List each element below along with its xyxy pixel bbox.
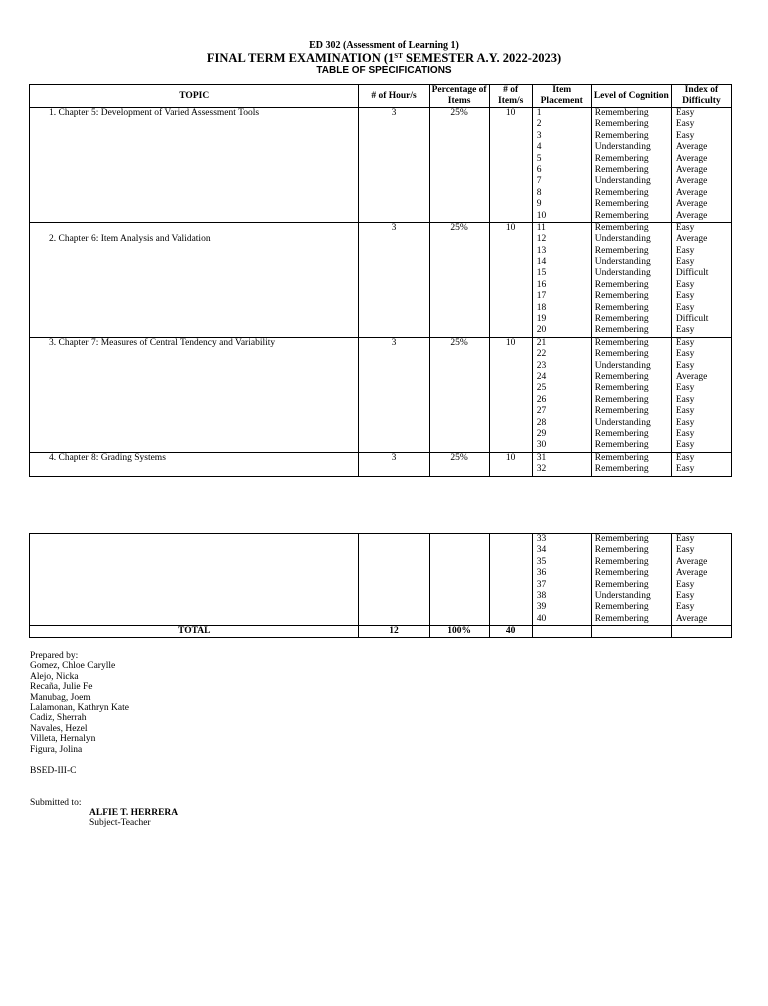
list-item: Easy xyxy=(675,291,695,302)
list-item: Easy xyxy=(675,108,695,118)
list-item: Remembering xyxy=(594,440,649,451)
prepared-by-block xyxy=(30,651,129,755)
list-item: 33 xyxy=(536,534,547,544)
list-item: Easy xyxy=(675,130,695,141)
list-item: 19 xyxy=(536,314,547,325)
topic-label: 2. Chapter 6: Item Analysis and Validation xyxy=(49,234,211,245)
exam-title: FINAL TERM EXAMINATION (1ST SEMESTER A.Y. 2022-2023) xyxy=(206,51,562,65)
list-item: Average xyxy=(675,568,708,579)
list-item: 12 xyxy=(536,234,547,245)
num-items-cell: 10 xyxy=(489,222,532,337)
list-item: Easy xyxy=(675,383,695,394)
list-item: Average xyxy=(675,210,708,221)
teacher-block xyxy=(89,808,178,829)
list-item: 9 xyxy=(536,199,542,210)
list-item: 40 xyxy=(536,613,547,624)
topic-cell xyxy=(30,222,359,337)
list-item: Remembering xyxy=(594,568,649,579)
hours-cell: 3 xyxy=(359,452,429,476)
list-item: Easy xyxy=(675,394,695,405)
list-item: 38 xyxy=(536,590,547,601)
header-num-items: # of Item/s xyxy=(489,85,532,108)
list-item: 24 xyxy=(536,371,547,382)
list-item: Average xyxy=(675,164,708,175)
list-item: Average xyxy=(675,556,708,567)
list-item: Easy xyxy=(675,464,695,475)
list-item: Average xyxy=(675,142,708,153)
list-item: Remembering xyxy=(594,291,649,302)
list-item: Average xyxy=(675,613,708,624)
list-item: 23 xyxy=(536,360,547,371)
list-item: Average xyxy=(675,187,708,198)
level-cell xyxy=(591,534,671,626)
total-row xyxy=(30,626,732,638)
placement-cell xyxy=(532,337,591,452)
preparer-name: Navales, Hezel xyxy=(30,723,88,734)
list-item: 39 xyxy=(536,602,547,613)
header-placement: Item Placement xyxy=(532,85,591,108)
specification-table-continued xyxy=(29,533,732,638)
level-cell xyxy=(591,222,671,337)
list-item: Understanding xyxy=(594,417,651,428)
preparer-name: Manubag, Joem xyxy=(30,692,91,703)
list-item: 17 xyxy=(536,291,547,302)
num-items-cell xyxy=(489,534,532,626)
list-item: Remembering xyxy=(594,222,649,233)
list-item: Remembering xyxy=(594,187,649,198)
list-item: Understanding xyxy=(594,360,651,371)
list-item: Remembering xyxy=(594,108,649,118)
header-topic: TOPIC xyxy=(30,85,359,108)
list-item: Remembering xyxy=(594,602,649,613)
difficulty-cell xyxy=(671,452,731,476)
list-item: Easy xyxy=(675,257,695,268)
list-item: Remembering xyxy=(594,428,649,439)
list-item: Remembering xyxy=(594,130,649,141)
list-item: Easy xyxy=(675,222,695,233)
preparer-name: Cadiz, Sherrah xyxy=(30,713,87,724)
list-item: Easy xyxy=(675,440,695,451)
list-item: 6 xyxy=(536,164,542,175)
header-percentage: Percentage of Items xyxy=(429,85,489,108)
list-item: 16 xyxy=(536,279,547,290)
list-item: 8 xyxy=(536,187,542,198)
table-row xyxy=(30,452,732,476)
list-item: 31 xyxy=(536,452,547,463)
list-item: Remembering xyxy=(594,337,649,348)
list-item: 32 xyxy=(536,464,547,475)
list-item: 30 xyxy=(536,440,547,451)
list-item: Easy xyxy=(675,360,695,371)
list-item: Remembering xyxy=(594,153,649,164)
placement-cell xyxy=(532,452,591,476)
list-item: Understanding xyxy=(594,176,651,187)
topic-label: 3. Chapter 7: Measures of Central Tendency and Variability xyxy=(49,337,276,348)
list-item: Remembering xyxy=(594,245,649,256)
list-item: 28 xyxy=(536,417,547,428)
list-item: Average xyxy=(675,199,708,210)
preparer-name: Recaña, Julie Fe xyxy=(30,682,93,693)
table-row xyxy=(30,337,732,452)
list-item: Easy xyxy=(675,602,695,613)
total-difficulty xyxy=(671,626,731,638)
preparer-name: Gomez, Chloe Carylle xyxy=(30,661,116,672)
list-item: Remembering xyxy=(594,545,649,556)
list-item: Remembering xyxy=(594,534,649,544)
list-item: Easy xyxy=(675,302,695,313)
hours-cell: 3 xyxy=(359,222,429,337)
list-item: Remembering xyxy=(594,349,649,360)
topic-label: 4. Chapter 8: Grading Systems xyxy=(49,452,166,463)
list-item: 4 xyxy=(536,142,542,153)
section-label: BSED-III-C xyxy=(30,766,77,776)
list-item: Remembering xyxy=(594,613,649,624)
list-item: Easy xyxy=(675,349,695,360)
list-item: Easy xyxy=(675,245,695,256)
list-item: Understanding xyxy=(594,590,651,601)
topic-cell xyxy=(30,337,359,452)
hours-cell: 3 xyxy=(359,108,429,223)
preparer-name: Figura, Jolina xyxy=(30,744,83,755)
list-item: Easy xyxy=(675,545,695,556)
list-item: 22 xyxy=(536,349,547,360)
table-row xyxy=(30,534,732,626)
list-item: 10 xyxy=(536,210,547,221)
list-item: Remembering xyxy=(594,556,649,567)
list-item: Remembering xyxy=(594,579,649,590)
table-subtitle: TABLE OF SPECIFICATIONS xyxy=(316,65,452,76)
list-item: 29 xyxy=(536,428,547,439)
list-item: Remembering xyxy=(594,452,649,463)
list-item: Easy xyxy=(675,417,695,428)
list-item: 5 xyxy=(536,153,542,164)
list-item: Easy xyxy=(675,325,695,336)
topic-cell xyxy=(30,108,359,223)
list-item: Understanding xyxy=(594,268,651,279)
hours-cell: 3 xyxy=(359,337,429,452)
num-items-cell: 10 xyxy=(489,452,532,476)
list-item: Average xyxy=(675,176,708,187)
list-item: 21 xyxy=(536,337,547,348)
list-item: 34 xyxy=(536,545,547,556)
preparer-name: Lalamonan, Kathryn Kate xyxy=(30,703,129,714)
list-item: Easy xyxy=(675,590,695,601)
placement-cell xyxy=(532,534,591,626)
teacher-name: ALFIE T. HERRERA xyxy=(89,808,179,818)
list-item: Remembering xyxy=(594,406,649,417)
list-item: 27 xyxy=(536,406,547,417)
list-item: Remembering xyxy=(594,302,649,313)
list-item: Easy xyxy=(675,119,695,130)
list-item: Easy xyxy=(675,452,695,463)
list-item: Remembering xyxy=(594,371,649,382)
list-item: Average xyxy=(675,153,708,164)
total-placement xyxy=(532,626,591,638)
placement-cell xyxy=(532,222,591,337)
difficulty-cell xyxy=(671,337,731,452)
header-hours: # of Hour/s xyxy=(359,85,429,108)
list-item: 25 xyxy=(536,383,547,394)
list-item: 20 xyxy=(536,325,547,336)
total-label: TOTAL xyxy=(30,626,359,638)
difficulty-cell xyxy=(671,108,731,223)
total-level xyxy=(591,626,671,638)
difficulty-cell xyxy=(671,222,731,337)
percentage-cell: 25% xyxy=(429,222,489,337)
list-item: Remembering xyxy=(594,164,649,175)
list-item: Remembering xyxy=(594,119,649,130)
list-item: 26 xyxy=(536,394,547,405)
preparer-names xyxy=(30,661,129,755)
num-items-cell: 10 xyxy=(489,108,532,223)
list-item: 15 xyxy=(536,268,547,279)
topic-label: 1. Chapter 5: Development of Varied Assessment Tools xyxy=(49,108,260,118)
list-item: Easy xyxy=(675,337,695,348)
list-item: 35 xyxy=(536,556,547,567)
percentage-cell: 25% xyxy=(429,108,489,223)
table-row xyxy=(30,108,732,223)
list-item: Difficult xyxy=(675,314,709,325)
list-item: Understanding xyxy=(594,257,651,268)
preparer-name: Alejo, Nicka xyxy=(30,671,79,682)
list-item: Easy xyxy=(675,279,695,290)
list-item: Average xyxy=(675,234,708,245)
list-item: 2 xyxy=(536,119,542,130)
prepared-label: Prepared by: xyxy=(30,651,79,661)
course-title: ED 302 (Assessment of Learning 1) xyxy=(309,40,459,51)
table-row xyxy=(30,222,732,337)
percentage-cell xyxy=(429,534,489,626)
num-items-cell: 10 xyxy=(489,337,532,452)
list-item: 7 xyxy=(536,176,542,187)
list-item: 14 xyxy=(536,257,547,268)
list-item: Easy xyxy=(675,406,695,417)
total-hours: 12 xyxy=(359,626,429,638)
list-item: Remembering xyxy=(594,279,649,290)
list-item: 18 xyxy=(536,302,547,313)
total-percentage: 100% xyxy=(429,626,489,638)
header-difficulty: Index of Difficulty xyxy=(671,85,731,108)
difficulty-cell xyxy=(671,534,731,626)
list-item: 1 xyxy=(536,108,542,118)
list-item: Difficult xyxy=(675,268,709,279)
list-item: Average xyxy=(675,371,708,382)
percentage-cell: 25% xyxy=(429,452,489,476)
list-item: Easy xyxy=(675,579,695,590)
preparer-name: Villeta, Hernalyn xyxy=(30,734,96,745)
percentage-cell: 25% xyxy=(429,337,489,452)
list-item: 37 xyxy=(536,579,547,590)
hours-cell xyxy=(359,534,429,626)
level-cell xyxy=(591,452,671,476)
placement-cell xyxy=(532,108,591,223)
topic-cell xyxy=(30,452,359,476)
list-item: 13 xyxy=(536,245,547,256)
list-item: Remembering xyxy=(594,383,649,394)
teacher-role: Subject-Teacher xyxy=(89,818,151,829)
list-item: Remembering xyxy=(594,314,649,325)
list-item: Understanding xyxy=(594,142,651,153)
list-item: Remembering xyxy=(594,464,649,475)
list-item: 36 xyxy=(536,568,547,579)
specification-table xyxy=(29,84,732,477)
list-item: Remembering xyxy=(594,394,649,405)
list-item: Understanding xyxy=(594,234,651,245)
list-item: Easy xyxy=(675,534,695,544)
list-item: 3 xyxy=(536,130,542,141)
level-cell xyxy=(591,108,671,223)
level-cell xyxy=(591,337,671,452)
header-level: Level of Cognition xyxy=(591,85,671,108)
list-item: Remembering xyxy=(594,325,649,336)
list-item: Easy xyxy=(675,428,695,439)
topic-cell xyxy=(30,534,359,626)
list-item: Remembering xyxy=(594,210,649,221)
total-num-items: 40 xyxy=(489,626,532,638)
list-item: Remembering xyxy=(594,199,649,210)
list-item: 11 xyxy=(536,222,546,233)
submitted-label: Submitted to: xyxy=(30,798,82,808)
